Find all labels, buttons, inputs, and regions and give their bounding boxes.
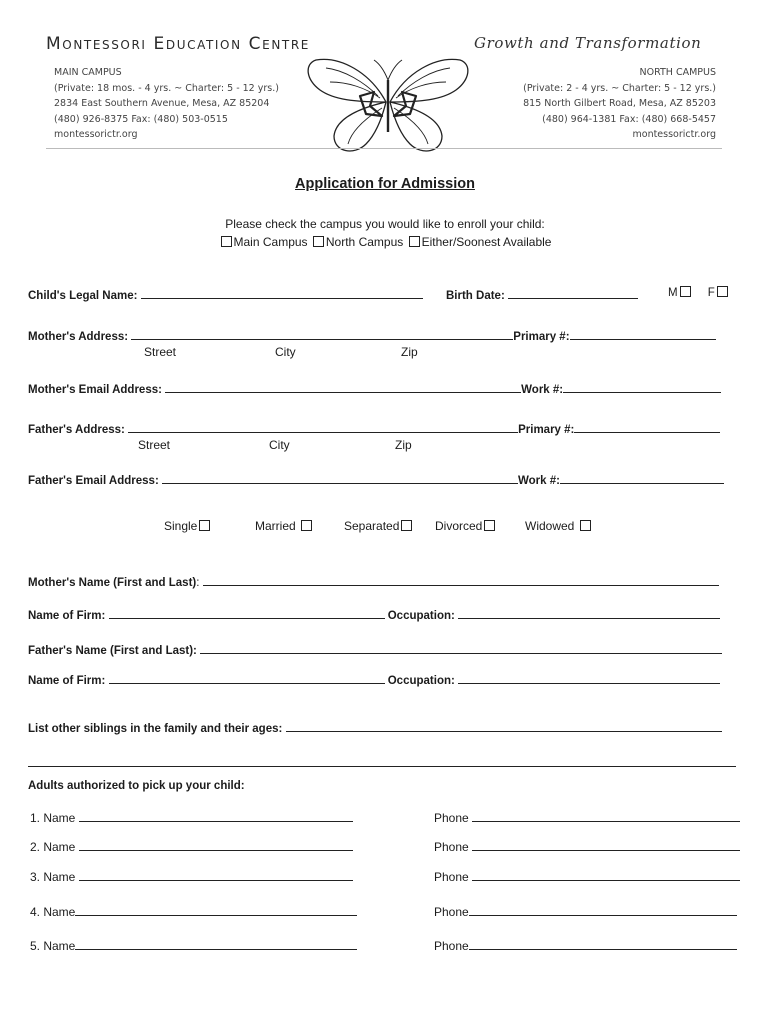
pickup-phone-label: Phone xyxy=(434,939,469,953)
pickup-name-label: 3. Name xyxy=(30,870,76,884)
male-checkbox[interactable] xyxy=(680,286,691,297)
school-name: Montessori Education Centre xyxy=(46,34,310,54)
pickup-phone-field[interactable] xyxy=(469,904,737,916)
marital-divorced xyxy=(435,519,497,533)
siblings-row xyxy=(28,720,722,735)
widowed-label: Widowed xyxy=(525,519,575,533)
north-campus-name: NORTH CAMPUS xyxy=(639,67,716,78)
north-campus-program: (Private: 2 - 4 yrs. ~ Charter: 5 - 12 yrs.) xyxy=(523,82,716,94)
mothers-occupation-label: Occupation: xyxy=(387,610,455,622)
north-campus-website: montessorictr.org xyxy=(632,129,716,141)
pickup-name-row xyxy=(30,904,357,919)
fathers-address-row xyxy=(28,421,720,436)
fathers-firm-label: Name of Firm: xyxy=(28,675,106,687)
marital-separated xyxy=(344,519,414,533)
siblings-field[interactable] xyxy=(286,720,722,732)
marital-widowed xyxy=(525,519,593,533)
fathers-name-label: Father's Name (First and Last): xyxy=(28,645,197,657)
main-campus-phone: (480) 926-8375 Fax: (480) 503-0515 xyxy=(54,113,228,125)
pickup-phone-row xyxy=(434,839,740,854)
pickup-phone-field[interactable] xyxy=(472,869,740,881)
mothers-work-label: Work #: xyxy=(521,384,564,396)
school-tagline: Growth and Transformation xyxy=(474,34,702,52)
pickup-name-row xyxy=(30,839,353,854)
child-name-label: Child's Legal Name: xyxy=(28,290,138,302)
fathers-name-field[interactable] xyxy=(200,642,722,654)
pickup-phone-row xyxy=(434,869,740,884)
mothers-primary-label: Primary #: xyxy=(513,331,570,343)
main-campus-address: 2834 East Southern Avenue, Mesa, AZ 85204 xyxy=(54,98,270,110)
pickup-name-label: 4. Name xyxy=(30,905,76,919)
siblings-label: List other siblings in the family and their ages: xyxy=(28,723,283,735)
fathers-work-field[interactable] xyxy=(560,472,724,484)
mothers-firm-row xyxy=(28,607,720,622)
birth-date-label: Birth Date: xyxy=(446,290,505,302)
pickup-phone-label: Phone xyxy=(434,870,469,884)
pickup-name-field[interactable] xyxy=(79,869,353,881)
main-campus-option: Main Campus xyxy=(233,235,308,249)
main-campus-website: montessorictr.org xyxy=(54,129,138,141)
fathers-occupation-field[interactable] xyxy=(458,672,720,684)
pickup-name-label: 5. Name xyxy=(30,939,76,953)
pickup-name-row xyxy=(30,938,357,953)
mothers-firm-field[interactable] xyxy=(109,607,385,619)
divorced-label: Divorced xyxy=(435,519,483,533)
fathers-name-row xyxy=(28,642,722,657)
main-campus-checkbox[interactable] xyxy=(221,236,232,247)
header-divider xyxy=(46,148,722,149)
mothers-city-label: City xyxy=(275,345,296,359)
birth-date-field[interactable] xyxy=(508,287,638,299)
birth-date-row xyxy=(446,287,638,302)
mothers-zip-label: Zip xyxy=(401,345,418,359)
butterfly-logo-icon xyxy=(300,52,476,158)
pickup-name-field[interactable] xyxy=(75,938,357,950)
fathers-primary-field[interactable] xyxy=(574,421,720,433)
siblings-field-line-2[interactable] xyxy=(28,766,736,767)
pickup-phone-label: Phone xyxy=(434,905,469,919)
single-checkbox[interactable] xyxy=(199,520,210,531)
mothers-address-row xyxy=(28,328,716,343)
mothers-street-label: Street xyxy=(144,345,177,359)
mothers-name-field[interactable] xyxy=(203,574,719,586)
gender-options xyxy=(668,286,730,299)
pickup-phone-row xyxy=(434,938,737,953)
main-campus-info xyxy=(54,65,279,143)
mothers-address-label: Mother's Address: xyxy=(28,331,129,343)
fathers-email-field[interactable] xyxy=(162,472,518,484)
fathers-city-label: City xyxy=(269,438,290,452)
pickup-name-label: 1. Name xyxy=(30,811,76,825)
main-campus-name: MAIN CAMPUS xyxy=(54,67,122,78)
fathers-occupation-label: Occupation: xyxy=(387,675,455,687)
marital-single xyxy=(164,519,212,533)
mothers-name-label: Mother's Name (First and Last) xyxy=(28,577,197,589)
pickup-phone-field[interactable] xyxy=(472,839,740,851)
mothers-address-field[interactable] xyxy=(131,328,513,340)
north-campus-checkbox[interactable] xyxy=(313,236,324,247)
north-campus-address: 815 North Gilbert Road, Mesa, AZ 85203 xyxy=(523,98,716,110)
married-label: Married xyxy=(255,519,296,533)
fathers-zip-label: Zip xyxy=(395,438,412,452)
pickup-name-field[interactable] xyxy=(79,839,353,851)
pickup-name-label: 2. Name xyxy=(30,840,76,854)
divorced-checkbox[interactable] xyxy=(484,520,495,531)
mothers-email-field[interactable] xyxy=(165,381,521,393)
mothers-email-label: Mother's Email Address: xyxy=(28,384,162,396)
pickup-name-field[interactable] xyxy=(79,810,353,822)
north-campus-info xyxy=(523,65,716,143)
female-label: F xyxy=(707,287,715,299)
mothers-name-row: Mother's Name (First and Last): xyxy=(28,574,719,589)
either-campus-checkbox[interactable] xyxy=(409,236,420,247)
mothers-email-row xyxy=(28,381,721,396)
child-name-row xyxy=(28,287,423,302)
female-checkbox[interactable] xyxy=(717,286,728,297)
mothers-occupation-field[interactable] xyxy=(458,607,720,619)
campus-prompt: Please check the campus you would like to enroll your child: xyxy=(225,217,545,231)
marital-married xyxy=(255,519,314,533)
fathers-address-label: Father's Address: xyxy=(28,424,125,436)
fathers-street-label: Street xyxy=(138,438,171,452)
child-name-field[interactable] xyxy=(141,287,423,299)
pickup-name-row xyxy=(30,869,353,884)
north-campus-phone: (480) 964-1381 Fax: (480) 668-5457 xyxy=(542,113,716,125)
pickup-label: Adults authorized to pick up your child: xyxy=(28,780,245,792)
fathers-email-label: Father's Email Address: xyxy=(28,475,159,487)
pickup-phone-field[interactable] xyxy=(472,810,740,822)
pickup-phone-row xyxy=(434,904,737,919)
fathers-firm-row xyxy=(28,672,720,687)
campus-options xyxy=(0,235,770,249)
mothers-work-field[interactable] xyxy=(563,381,721,393)
married-checkbox[interactable] xyxy=(301,520,312,531)
separated-checkbox[interactable] xyxy=(401,520,412,531)
pickup-name-row xyxy=(30,810,353,825)
fathers-address-field[interactable] xyxy=(128,421,518,433)
form-title: Application for Admission xyxy=(295,176,475,192)
fathers-primary-label: Primary #: xyxy=(518,424,575,436)
mothers-primary-field[interactable] xyxy=(570,328,716,340)
mothers-firm-label: Name of Firm: xyxy=(28,610,106,622)
pickup-phone-label: Phone xyxy=(434,811,469,825)
main-campus-program: (Private: 18 mos. - 4 yrs. ~ Charter: 5 - 12 yrs.) xyxy=(54,82,279,94)
pickup-phone-label: Phone xyxy=(434,840,469,854)
pickup-phone-field[interactable] xyxy=(469,938,737,950)
pickup-phone-row xyxy=(434,810,740,825)
single-label: Single xyxy=(164,519,198,533)
fathers-work-label: Work #: xyxy=(517,475,560,487)
fathers-firm-field[interactable] xyxy=(109,672,385,684)
fathers-email-row xyxy=(28,472,724,487)
male-label: M xyxy=(668,287,678,299)
either-campus-option: Either/Soonest Available xyxy=(421,235,552,249)
north-campus-option: North Campus xyxy=(325,235,404,249)
separated-label: Separated xyxy=(344,519,400,533)
pickup-name-field[interactable] xyxy=(75,904,357,916)
widowed-checkbox[interactable] xyxy=(580,520,591,531)
